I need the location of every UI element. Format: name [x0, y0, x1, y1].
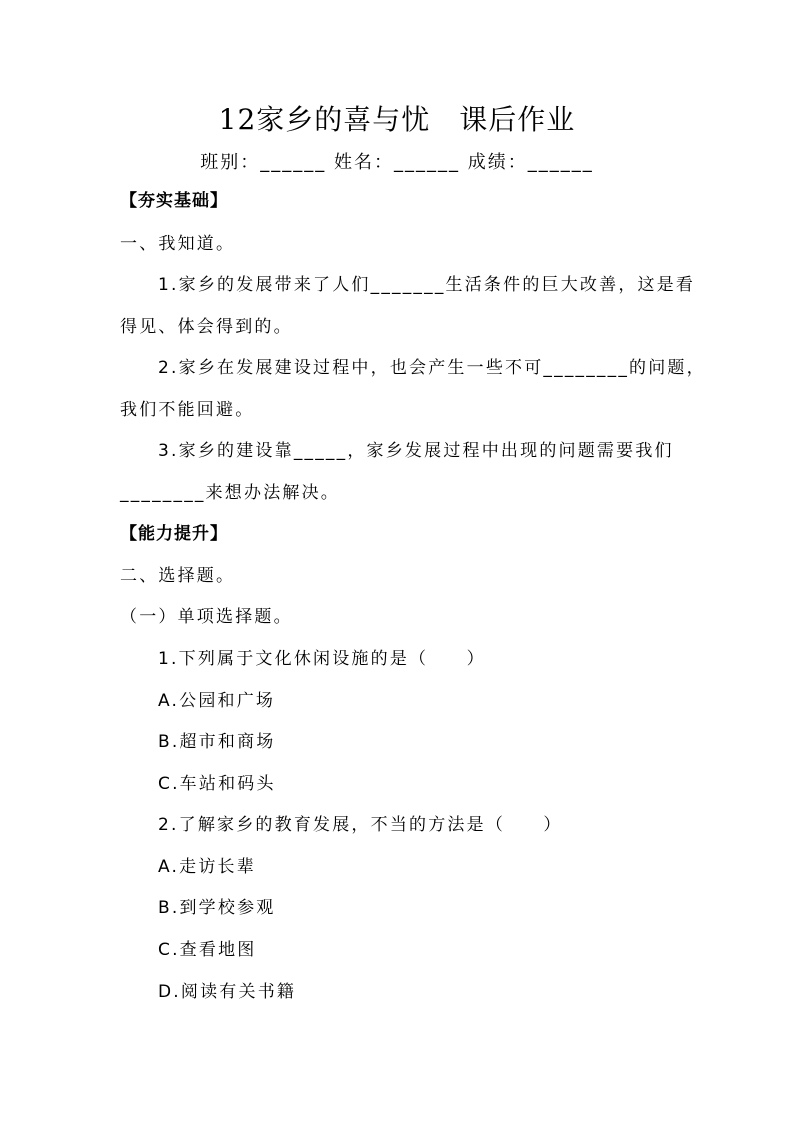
section-heading-foundation: 【夯实基础】	[120, 191, 228, 211]
page-title: 12家乡的喜与忧 课后作业	[218, 103, 576, 136]
choice-question-2-stem: 2.了解家乡的教育发展，不当的方法是（ ）	[158, 815, 563, 835]
part-title-fill-in: 一、我知道。	[120, 234, 236, 254]
choice-question-1-option-b: B.超市和商场	[158, 732, 276, 752]
question-2-line-1: 2.家乡在发展建设过程中，也会产生一些不可________的问题，	[158, 358, 706, 378]
choice-question-2-option-c: C.查看地图	[158, 940, 257, 960]
question-2-line-2: 我们不能回避。	[120, 400, 255, 420]
choice-question-1-stem: 1.下列属于文化休闲设施的是（ ）	[158, 649, 486, 669]
section-heading-ability: 【能力提升】	[120, 524, 228, 544]
question-1-line-1: 1.家乡的发展带来了人们_______生活条件的巨大改善，这是看	[158, 275, 696, 295]
choice-question-1-option-c: C.车站和码头	[158, 774, 276, 794]
question-3-line-1: 3.家乡的建设靠_____，家乡发展过程中出现的问题需要我们	[158, 441, 674, 461]
sub-title-single-choice: （一）单项选择题。	[120, 607, 293, 627]
student-info-line: 班别：______ 姓名：______ 成绩：______	[200, 152, 594, 173]
part-title-choice: 二、选择题。	[120, 566, 236, 586]
choice-question-2-option-b: B.到学校参观	[158, 898, 276, 918]
question-1-line-2: 得见、体会得到的。	[120, 317, 293, 337]
choice-question-2-option-a: A.走访长辈	[158, 857, 256, 877]
question-3-line-2: ________来想办法解决。	[120, 483, 340, 503]
choice-question-2-option-d: D.阅读有关书籍	[158, 982, 297, 1002]
choice-question-1-option-a: A.公园和广场	[158, 691, 276, 711]
